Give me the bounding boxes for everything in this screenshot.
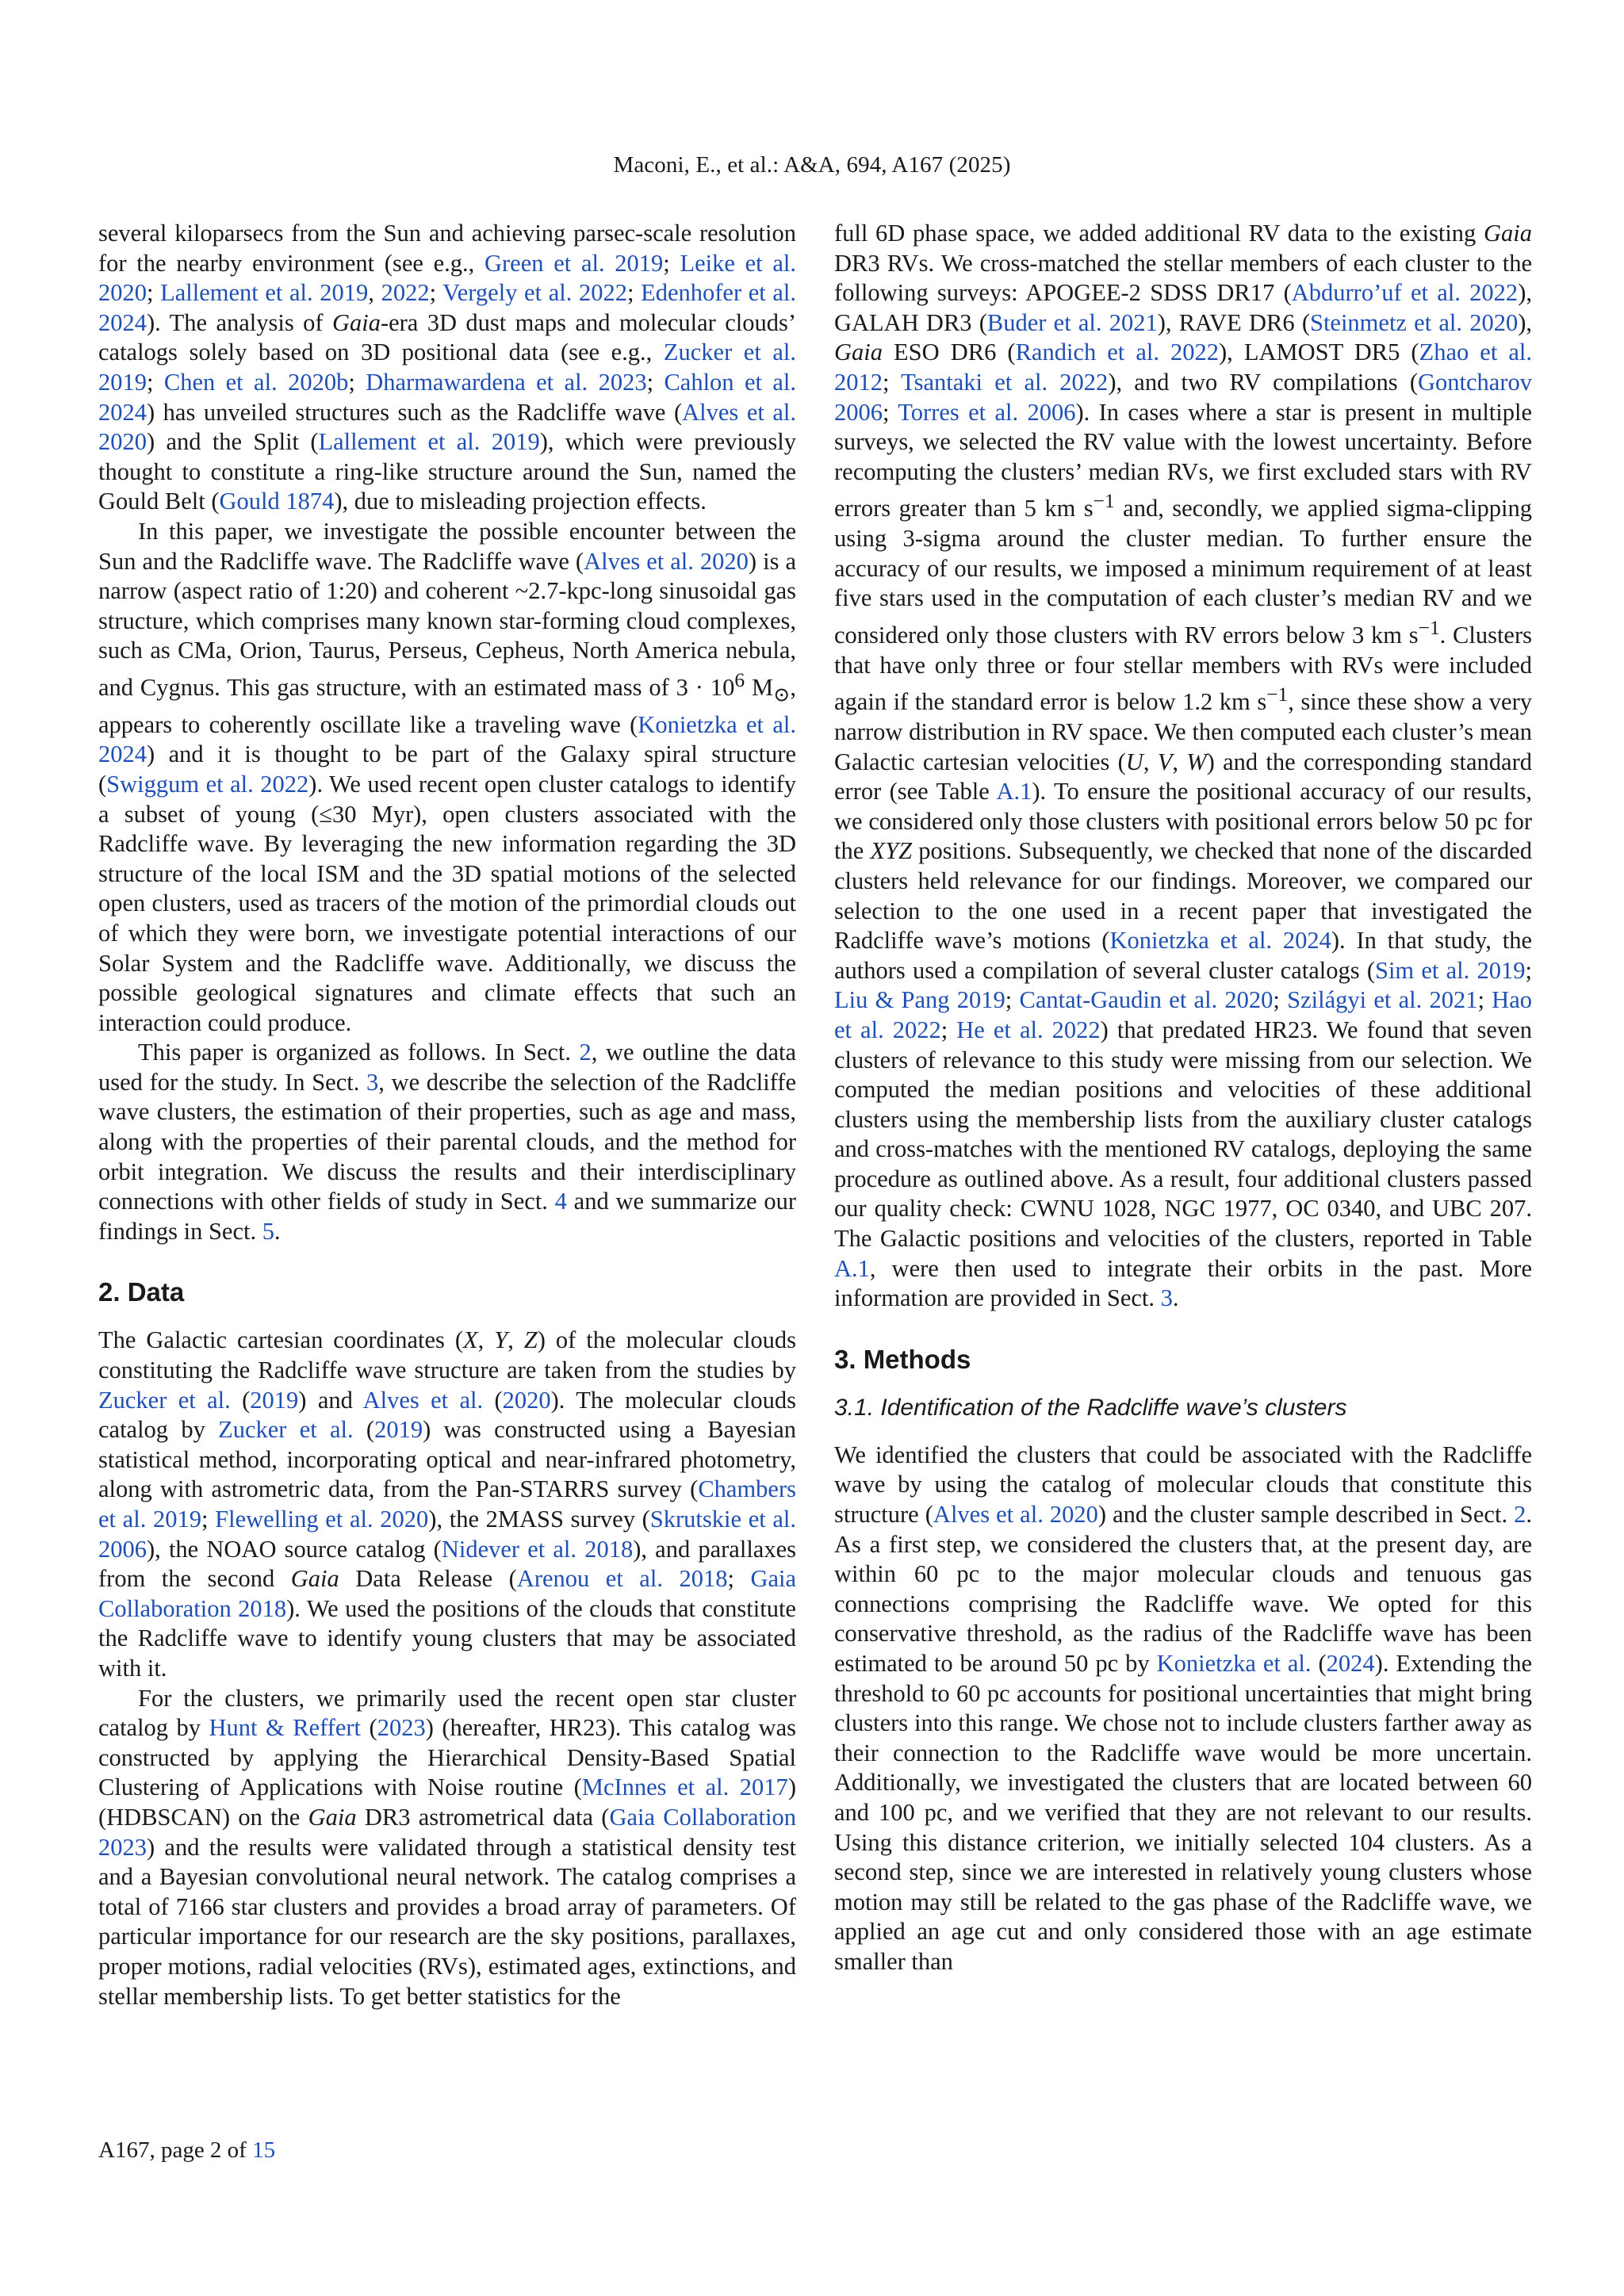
citation-link[interactable]: Zucker et al. 2019: [98, 339, 796, 396]
citation-link[interactable]: Hao et al. 2022: [834, 986, 1532, 1043]
citation-link[interactable]: Torres et al. 2006: [898, 398, 1076, 426]
table-link[interactable]: A.1: [834, 1254, 870, 1282]
citation-link[interactable]: Zucker et al.: [218, 1416, 354, 1444]
paragraph-rv-data: full 6D phase space, we added additional RV data to the existing Gaia DR3 RVs. We cross-matched the stellar members of each cluster to the following surveys: APOGEE-2 SDSS DR17 (Abdurro’uf et al. 2022), GALAH DR3 (Buder et al. 2021), RAVE DR6 (Steinmetz et al. 2020), Gaia ESO DR6 (Randich et al. 2022), LAMOST DR5 (Zhao et al. 2012; Tsantaki et al. 2022), and two RV compilations (Gontcharov 2006; Torres et al. 2006). In cases where a star is present in multiple surveys, we selected the RV value with the lowest uncertainty. Before recomputing the clusters’ median RVs, we first excluded stars with RV errors greater than 5 km $s^{-1}$ and, secondly, we applied sigma-clipping using 3-sigma around the cluster median. To further ensure the accuracy of our results, we imposed a minimum requirement of at least five stars used in the computation of each cluster’s median RV and we considered only those clusters with RV errors below 3 km $s^{-1}$. Clusters that have only three or four stellar members with RVs were included again if the standard error is below 1.2 km $s^{-1}$, since these show a very narrow distribution in RV space. We then computed each cluster’s mean Galactic cartesian velocities (U, V, W) and the corresponding standard error (see Table A.1). To ensure the positional accuracy of our results, we considered only those clusters with positional errors below 50 pc for the XYZ positions. Subsequently, we checked that none of the discarded clusters held relevance for our findings. Moreover, we compared our selection to the one used in a recent paper that investigated the Radcliffe wave’s motions (Konietzka et al. 2024). In that study, the authors used a compilation of several cluster catalogs (Sim et al. 2019; Liu & Pang 2019; Cantat-Gaudin et al. 2020; Szilágyi et al. 2021; Hao et al. 2022; He et al. 2022) that predated HR23. We found that seven clusters of relevance to this study were missing from our selection. We computed the median positions and velocities of these additional clusters using the membership lists from the auxiliary cluster catalogs and cross-matches with the mentioned RV catalogs, deploying the same procedure as outlined above. As a result, four additional clusters passed our quality check: CWNU 1028, NGC 1977, OC 0340, and UBC 207. The Galactic positions and velocities of the clusters, reported in Table A.1, were then used to integrate their orbits in the past. More information are provided in Sect. 3.: [834, 220, 1533, 1312]
citation-link[interactable]: 2019: [374, 1416, 423, 1444]
paragraph-organization: This paper is organized as follows. In Sect. 2, we outline the data used for the study. In Sect. 3, we describe the selection of the Radcliffe wave clusters, the estimation of their properties, such as age and mass, along with the properties of their parental clouds, and the method for orbit integration. We discuss the results and their interdisciplinary connections with other fields of study in Sect. 4 and we summarize our findings in Sect. 5.: [98, 1039, 796, 1245]
citation-link[interactable]: 2019: [250, 1386, 299, 1414]
citation-link[interactable]: Sim et al. 2019: [1374, 956, 1526, 984]
paragraph-data-clusters: For the clusters, we primarily used the recent open star cluster catalog by Hunt & Reffert (2023) (hereafter, HR23). This catalog was constructed by applying the Hierarchical Density-Based Spatial Clustering of Applications with Noise routine (McInnes et al. 2017) (HDBSCAN) on the Gaia DR3 astrometrical data (Gaia Collaboration 2023) and the results were validated through a statistical density test and a Bayesian convolutional neural network. The catalog comprises a total of 7166 star clusters and provides a broad array of parameters. Of particular importance for our research are the sky positions, parallaxes, proper motions, radial velocities (RVs), estimated ages, extinctions, and stellar membership lists. To get better statistics for the: [98, 1684, 796, 2010]
paragraph-intro-continued: several kiloparsecs from the Sun and achieving parsec-scale resolution for the nearby environment (see e.g., Green et al. 2019; Leike et al. 2020; Lallement et al. 2019, 2022; Vergely et al. 2022; Edenhofer et al. 2024). The analysis of Gaia-era 3D dust maps and molecular clouds’ catalogs solely based on 3D positional data (see e.g., Zucker et al. 2019; Chen et al. 2020b; Dharmawardena et al. 2023; Cahlon et al. 2024) has unveiled structures such as the Radcliffe wave (Alves et al. 2020) and the Split (Lallement et al. 2019), which were previously thought to constitute a ring-like structure around the Sun, named the Gould Belt (Gould 1874), due to misleading projection effects.: [98, 220, 797, 515]
citation-link[interactable]: Gontcharov 2006: [834, 368, 1532, 426]
citation-link[interactable]: Szilágyi et al. 2021: [1287, 986, 1478, 1014]
running-head: Maconi, E., et al.: A&A, 694, A167 (2025): [613, 152, 1011, 178]
citation-link[interactable]: Alves et al. 2020: [933, 1501, 1098, 1529]
page-footer: [98, 2137, 275, 2164]
section-heading-methods: 3. Methods: [834, 1344, 971, 1374]
citation-link[interactable]: Arenou et al. 2018: [516, 1565, 728, 1593]
citation-link[interactable]: 2023: [377, 1714, 426, 1742]
paragraph-data-clouds: The Galactic cartesian coordinates (X, Y, Z) of the molecular clouds constituting the Radcliffe wave structure are taken from the studies by Zucker et al. (2019) and Alves et al. (2020). The molecular clouds catalog by Zucker et al. (2019) was constructed using a Bayesian statistical method, incorporating optical and near-infrared photometry, along with astrometric data, from the Pan-STARRS survey (Chambers et al. 2019; Flewelling et al. 2020), the 2MASS survey (Skrutskie et al. 2006), the NOAO source catalog (Nidever et al. 2018), and parallaxes from the second Gaia Data Release (Arenou et al. 2018; Gaia Collaboration 2018). We used the positions of the clouds that constitute the Radcliffe wave to identify young clusters that may be associated with it.: [98, 1326, 797, 1682]
citation-link[interactable]: Randich et al. 2022: [1015, 339, 1220, 366]
citation-link[interactable]: 2022: [381, 279, 430, 307]
citation-link[interactable]: Steinmetz et al. 2020: [1309, 308, 1519, 336]
citation-link[interactable]: Green et al. 2019: [485, 249, 664, 277]
citation-link[interactable]: Alves et al. 2020: [584, 547, 749, 575]
citation-link[interactable]: Cahlon et al. 2024: [98, 368, 796, 426]
citation-link[interactable]: Nidever et al. 2018: [441, 1535, 634, 1563]
citation-link[interactable]: Vergely et al. 2022: [442, 279, 627, 307]
table-link[interactable]: A.1: [996, 778, 1032, 806]
citation-link[interactable]: Konietzka et al.: [1156, 1650, 1312, 1677]
section-link[interactable]: 2: [1514, 1501, 1526, 1529]
right-column: [834, 219, 1532, 1977]
section-link[interactable]: 4: [554, 1188, 567, 1215]
citation-link[interactable]: Gaia Collaboration 2023: [98, 1803, 796, 1861]
citation-link[interactable]: Cantat-Gaudin et al. 2020: [1019, 986, 1274, 1014]
citation-link[interactable]: Leike et al. 2020: [98, 249, 796, 307]
section-heading-data: 2. Data: [98, 1277, 185, 1307]
citation-link[interactable]: 2024: [1326, 1650, 1375, 1677]
citation-link[interactable]: Zucker et al.: [98, 1386, 231, 1414]
citation-link[interactable]: Gaia Collaboration 2018: [98, 1565, 797, 1622]
citation-link[interactable]: Lallement et al. 2019: [160, 279, 369, 307]
section-link[interactable]: 3: [366, 1068, 379, 1096]
citation-link[interactable]: Konietzka et al. 2024: [98, 710, 797, 768]
citation-link[interactable]: McInnes et al. 2017: [581, 1774, 788, 1801]
citation-link[interactable]: Gould 1874: [219, 488, 335, 515]
total-pages-link[interactable]: 15: [252, 2137, 276, 2163]
page-label: A167, page 2 of: [98, 2137, 253, 2163]
citation-link[interactable]: Abdurro’uf et al. 2022: [1291, 279, 1519, 307]
paragraph-identification: We identified the clusters that could be associated with the Radcliffe wave by using the catalog of molecular clouds that constitute this structure (Alves et al. 2020) and the cluster sample described in Sect. 2. As a first step, we considered the clusters that, at the present day, are within 60 pc to the major molecular clouds and tenuous gas connections comprising the Radcliffe wave. We opted for this conservative threshold, as the radius of the Radcliffe wave has been estimated to be around 50 pc by Konietzka et al. (2024). Extending the threshold to 60 pc accounts for positional uncertainties that might bring clusters into this range. We chose not to include clusters farther away as their connection to the Radcliffe wave would be more uncertain. Additionally, we investigated the clusters that are located between 60 and 100 pc, and we verified that they are not relevant to our results. Using this distance criterion, we initially selected 104 clusters. As a second step, since we are interested in relatively young clusters whose motion may still be related to the gas phase of the Radcliffe wave, we applied an age cut and only considered those with an age estimate smaller than: [834, 1441, 1532, 1975]
citation-link[interactable]: Zhao et al. 2012: [834, 339, 1532, 396]
citation-link[interactable]: Buder et al. 2021: [986, 308, 1158, 336]
section-link[interactable]: 5: [262, 1217, 274, 1245]
citation-link[interactable]: Flewelling et al. 2020: [215, 1506, 429, 1533]
citation-link[interactable]: Hunt & Reffert: [209, 1714, 362, 1742]
section-link[interactable]: 2: [579, 1039, 592, 1066]
citation-link[interactable]: Liu & Pang 2019: [834, 986, 1005, 1014]
citation-link[interactable]: Alves et al.: [362, 1386, 484, 1414]
citation-link[interactable]: Konietzka et al. 2024: [1109, 927, 1331, 955]
citation-link[interactable]: Skrutskie et al. 2006: [98, 1506, 797, 1563]
citation-link[interactable]: Tsantaki et al. 2022: [901, 368, 1109, 396]
citation-link[interactable]: Chambers et al. 2019: [98, 1475, 796, 1533]
citation-link[interactable]: Swiggum et al. 2022: [106, 770, 309, 798]
citation-link[interactable]: Dharmawardena et al. 2023: [366, 368, 647, 396]
citation-link[interactable]: Lallement et al. 2019: [318, 428, 540, 456]
subsection-heading-identification: 3.1. Identification of the Radcliffe wave’s clusters: [834, 1394, 1347, 1421]
citation-link[interactable]: He et al. 2022: [956, 1016, 1101, 1043]
citation-link[interactable]: Alves et al. 2020: [98, 398, 796, 456]
paragraph-radcliffe-wave: In this paper, we investigate the possible encounter between the Sun and the Radcliffe wave. The Radcliffe wave (Alves et al. 2020) is a narrow (aspect ratio of 1:20) and coherent ~2.7-kpc-long sinusoidal gas structure, which comprises many known star-forming cloud complexes, such as CMa, Orion, Taurus, Perseus, Cepheus, North America nebula, and Cygnus. This gas structure, with an estimated mass of $3 \cdot 10^6$ $M_⊙$, appears to coherently oscillate like a traveling wave (Konietzka et al. 2024) and it is thought to be part of the Galaxy spiral structure (Swiggum et al. 2022). We used recent open cluster catalogs to identify a subset of young (≤30 Myr), open clusters associated with the Radcliffe wave. By leveraging the new information regarding the 3D structure of the local ISM and the 3D spatial motions of the selected open clusters, used as tracers of the motion of the primordial clouds out of which they were born, we investigate potential interactions of our Solar System and the Radcliffe wave. Additionally, we discuss the possible geological signatures and climate effects that such an interaction could produce.: [98, 517, 797, 1036]
citation-link[interactable]: 2020: [502, 1386, 551, 1414]
left-column: [98, 219, 796, 2011]
citation-link[interactable]: Chen et al. 2020b: [163, 368, 349, 396]
section-link[interactable]: 3: [1160, 1284, 1173, 1312]
citation-link[interactable]: Edenhofer et al. 2024: [98, 279, 797, 336]
